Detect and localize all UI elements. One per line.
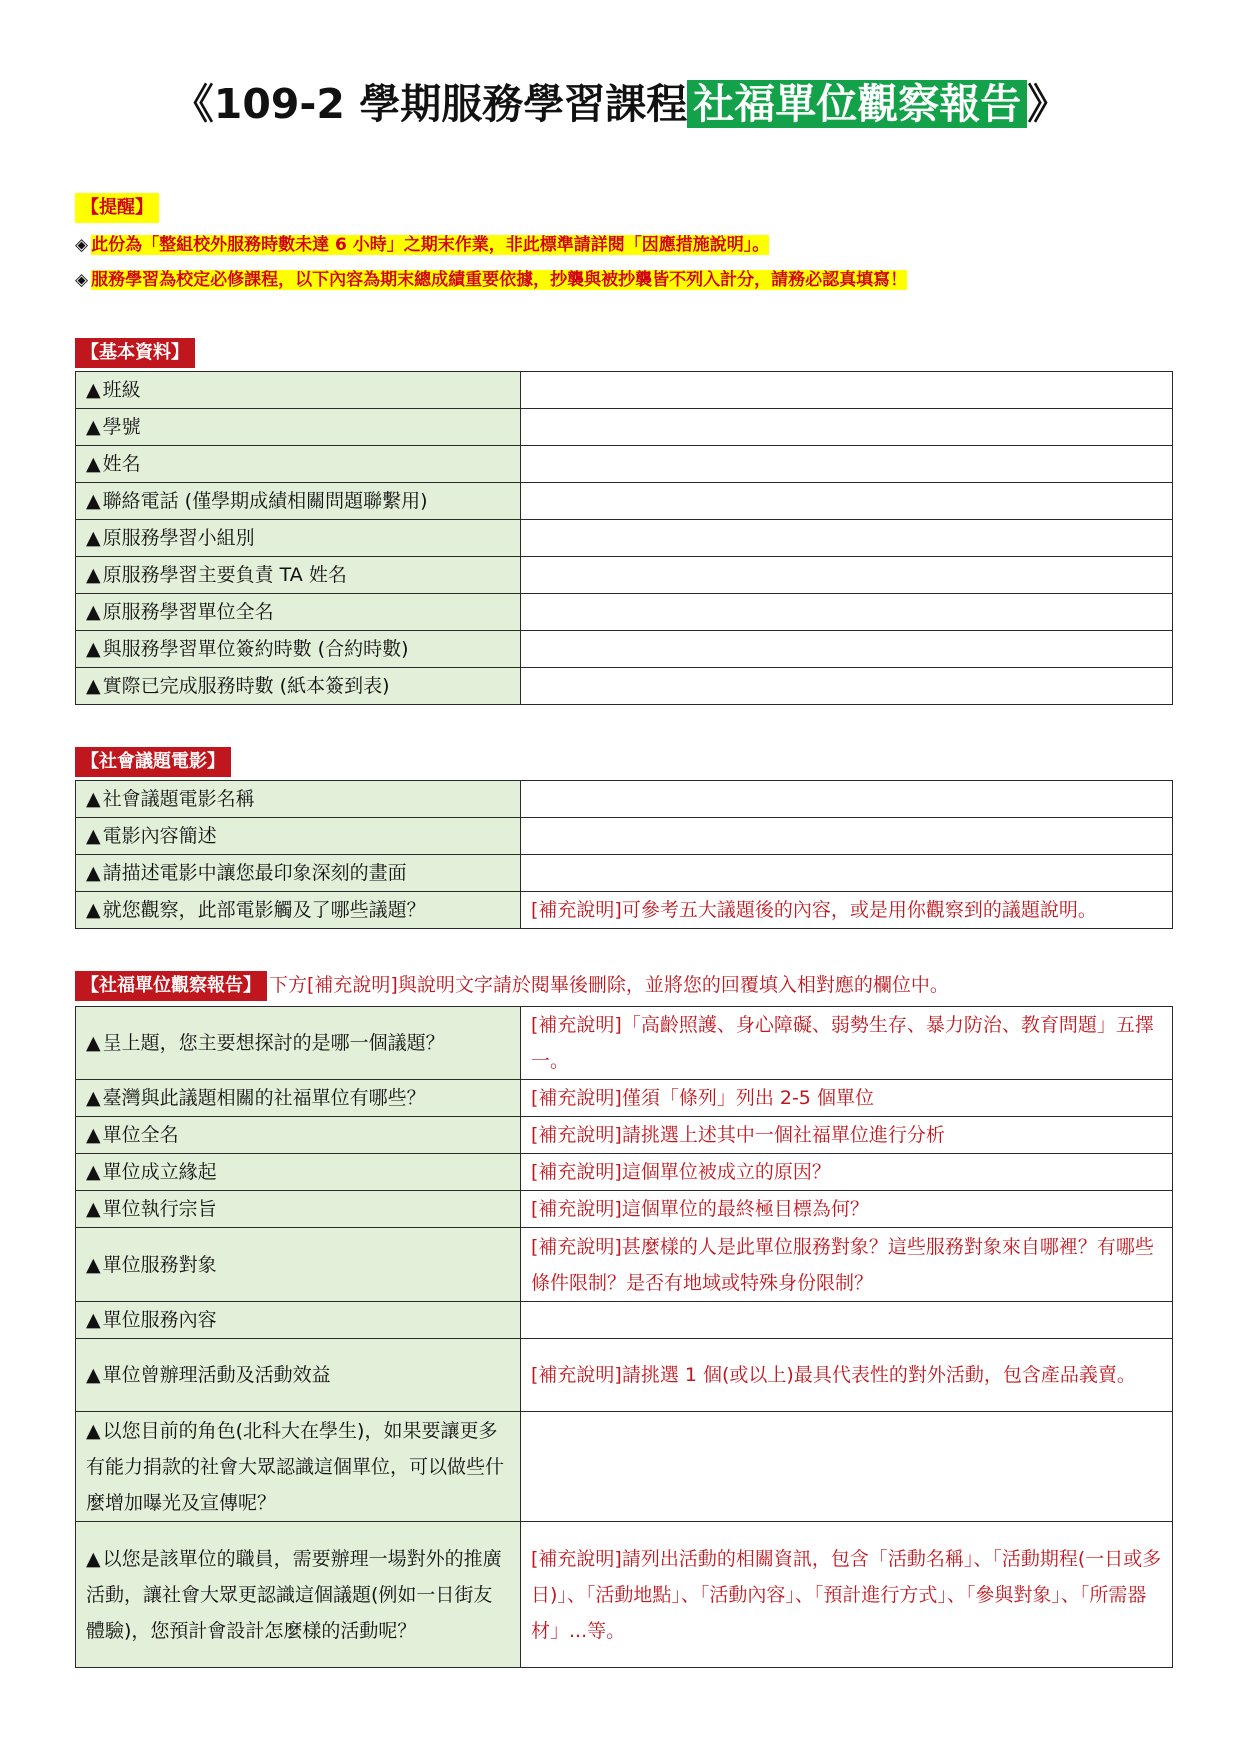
table-row: [76, 557, 1173, 594]
basic-info-tag: 【基本資料】: [75, 338, 195, 368]
row-label: ▲ 單位執行宗旨: [76, 1191, 521, 1228]
triangle-icon: ▲: [86, 453, 101, 475]
answer-field[interactable]: [521, 520, 1173, 557]
triangle-icon: ▲: [86, 899, 101, 921]
diamond-icon: ◈: [75, 270, 89, 290]
answer-field[interactable]: [521, 446, 1173, 483]
answer-field[interactable]: [補充說明]請挑選 1 個(或以上)最具代表性的對外活動，包含產品義賣。: [521, 1339, 1173, 1412]
report-table: [75, 1006, 1173, 1668]
row-label: ▲ 呈上題，您主要想探討的是哪一個議題？: [76, 1007, 521, 1080]
triangle-icon: ▲: [86, 1087, 101, 1109]
reminder-text: 此份為「整組校外服務時數未達 6 小時」之期末作業，非此標準請詳閱「因應措施說明」。: [91, 235, 770, 255]
triangle-icon: ▲: [86, 564, 101, 586]
table-row: [76, 483, 1173, 520]
table-row: [76, 1412, 1173, 1522]
table-row: [76, 1302, 1173, 1339]
triangle-icon: ▲: [86, 601, 101, 623]
row-label: ▲ 社會議題電影名稱: [76, 781, 521, 818]
table-row: [76, 1522, 1173, 1668]
diamond-icon: ◈: [75, 235, 89, 255]
row-label: ▲ 單位成立緣起: [76, 1154, 521, 1191]
reminder-section: [75, 193, 159, 223]
reminder-line: [75, 266, 907, 294]
row-label: ▲ 班級: [76, 372, 521, 409]
answer-field[interactable]: [521, 1412, 1173, 1522]
table-row: [76, 668, 1173, 705]
table-row: [76, 631, 1173, 668]
row-label: ▲ 單位服務內容: [76, 1302, 521, 1339]
triangle-icon: ▲: [86, 1032, 101, 1054]
answer-field[interactable]: [521, 1302, 1173, 1339]
table-row: [76, 1007, 1173, 1080]
answer-field[interactable]: [521, 557, 1173, 594]
row-label: ▲ 單位服務對象: [76, 1228, 521, 1302]
row-label: ▲ 學號: [76, 409, 521, 446]
row-label: ▲ 實際已完成服務時數 (紙本簽到表): [76, 668, 521, 705]
basic-info-table: [75, 371, 1173, 705]
row-label: ▲ 原服務學習小組別: [76, 520, 521, 557]
answer-field[interactable]: [521, 668, 1173, 705]
answer-field[interactable]: [521, 855, 1173, 892]
report-tag: 【社福單位觀察報告】: [75, 971, 267, 1001]
movie-table: [75, 780, 1173, 929]
movie-tag: 【社會議題電影】: [75, 747, 231, 777]
answer-field[interactable]: [521, 781, 1173, 818]
triangle-icon: ▲: [86, 788, 101, 810]
answer-field[interactable]: [補充說明]「高齡照護、身心障礙、弱勢生存、暴力防治、教育問題」五擇一。: [521, 1007, 1173, 1080]
answer-field[interactable]: [補充說明]可參考五大議題後的內容，或是用你觀察到的議題說明。: [521, 892, 1173, 929]
row-label: ▲ 臺灣與此議題相關的社福單位有哪些？: [76, 1080, 521, 1117]
triangle-icon: ▲: [86, 638, 101, 660]
basic-info-heading: [75, 338, 195, 368]
answer-field[interactable]: [521, 818, 1173, 855]
row-label: ▲ 以您目前的角色(北科大在學生)，如果要讓更多有能力捐款的社會大眾認識這個單位，可以做些什麼增加曝光及宣傳呢？: [76, 1412, 521, 1522]
answer-field[interactable]: [521, 409, 1173, 446]
table-row: [76, 781, 1173, 818]
triangle-icon: ▲: [86, 675, 101, 697]
triangle-icon: ▲: [86, 862, 101, 884]
table-row: [76, 594, 1173, 631]
title-prefix: 《109-2 學期服務學習課程: [172, 80, 688, 128]
row-label: ▲ 請描述電影中讓您最印象深刻的畫面: [76, 855, 521, 892]
reminder-text: 服務學習為校定必修課程，以下內容為期末總成績重要依據，抄襲與被抄襲皆不列入計分，請務必認真填寫！: [91, 270, 908, 290]
answer-field[interactable]: [補充說明]甚麼樣的人是此單位服務對象？這些服務對象來自哪裡？有哪些條件限制？是否有地域或特殊身份限制？: [521, 1228, 1173, 1302]
report-instruction: 下方[補充說明]與說明文字請於閱畢後刪除，並將您的回覆填入相對應的欄位中。: [269, 974, 949, 996]
table-row: [76, 372, 1173, 409]
triangle-icon: ▲: [86, 1419, 101, 1442]
answer-field[interactable]: [521, 594, 1173, 631]
table-row: [76, 1117, 1173, 1154]
reminder-tag: 【提醒】: [75, 193, 159, 223]
row-label: ▲ 單位曾辦理活動及活動效益: [76, 1339, 521, 1412]
answer-field[interactable]: [521, 372, 1173, 409]
row-label: ▲ 姓名: [76, 446, 521, 483]
row-label: ▲ 原服務學習單位全名: [76, 594, 521, 631]
triangle-icon: ▲: [86, 527, 101, 549]
answer-field[interactable]: [補充說明]這個單位被成立的原因？: [521, 1154, 1173, 1191]
triangle-icon: ▲: [86, 490, 101, 512]
answer-field[interactable]: [補充說明]請挑選上述其中一個社福單位進行分析: [521, 1117, 1173, 1154]
triangle-icon: ▲: [86, 1547, 101, 1570]
triangle-icon: ▲: [86, 1253, 101, 1276]
triangle-icon: ▲: [86, 1309, 101, 1331]
triangle-icon: ▲: [86, 416, 101, 438]
title-suffix: 》: [1027, 80, 1069, 128]
row-label: ▲ 以您是該單位的職員，需要辦理一場對外的推廣活動，讓社會大眾更認識這個議題(例如一日街友體驗)，您預計會設計怎麼樣的活動呢？: [76, 1522, 521, 1668]
table-row: [76, 818, 1173, 855]
triangle-icon: ▲: [86, 1198, 101, 1220]
title-highlight: 社福單位觀察報告: [687, 80, 1027, 128]
page-title: [0, 72, 1241, 136]
table-row: [76, 892, 1173, 929]
table-row: [76, 1154, 1173, 1191]
answer-field[interactable]: [補充說明]請列出活動的相關資訊，包含「活動名稱」、「活動期程(一日或多日)」、「活動地點」、「活動內容」、「預計進行方式」、「參與對象」、「所需器材」...等。: [521, 1522, 1173, 1668]
table-row: [76, 1080, 1173, 1117]
answer-field[interactable]: [補充說明]僅須「條列」列出 2-5 個單位: [521, 1080, 1173, 1117]
table-row: [76, 1228, 1173, 1302]
row-label: ▲ 聯絡電話 (僅學期成績相關問題聯繫用): [76, 483, 521, 520]
reminder-line: [75, 231, 769, 259]
answer-field[interactable]: [補充說明]這個單位的最終極目標為何？: [521, 1191, 1173, 1228]
row-label: ▲ 單位全名: [76, 1117, 521, 1154]
triangle-icon: ▲: [86, 1124, 101, 1146]
row-label: ▲ 原服務學習主要負責 TA 姓名: [76, 557, 521, 594]
answer-field[interactable]: [521, 631, 1173, 668]
triangle-icon: ▲: [86, 1161, 101, 1183]
triangle-icon: ▲: [86, 379, 101, 401]
triangle-icon: ▲: [86, 1364, 101, 1386]
table-row: [76, 520, 1173, 557]
movie-heading: [75, 747, 231, 777]
row-label: ▲ 與服務學習單位簽約時數 (合約時數): [76, 631, 521, 668]
answer-field[interactable]: [521, 483, 1173, 520]
table-row: [76, 409, 1173, 446]
table-row: [76, 1191, 1173, 1228]
table-row: [76, 855, 1173, 892]
table-row: [76, 446, 1173, 483]
report-heading: [75, 970, 949, 1001]
table-row: [76, 1339, 1173, 1412]
row-label: ▲ 電影內容簡述: [76, 818, 521, 855]
row-label: ▲ 就您觀察，此部電影觸及了哪些議題？: [76, 892, 521, 929]
triangle-icon: ▲: [86, 825, 101, 847]
